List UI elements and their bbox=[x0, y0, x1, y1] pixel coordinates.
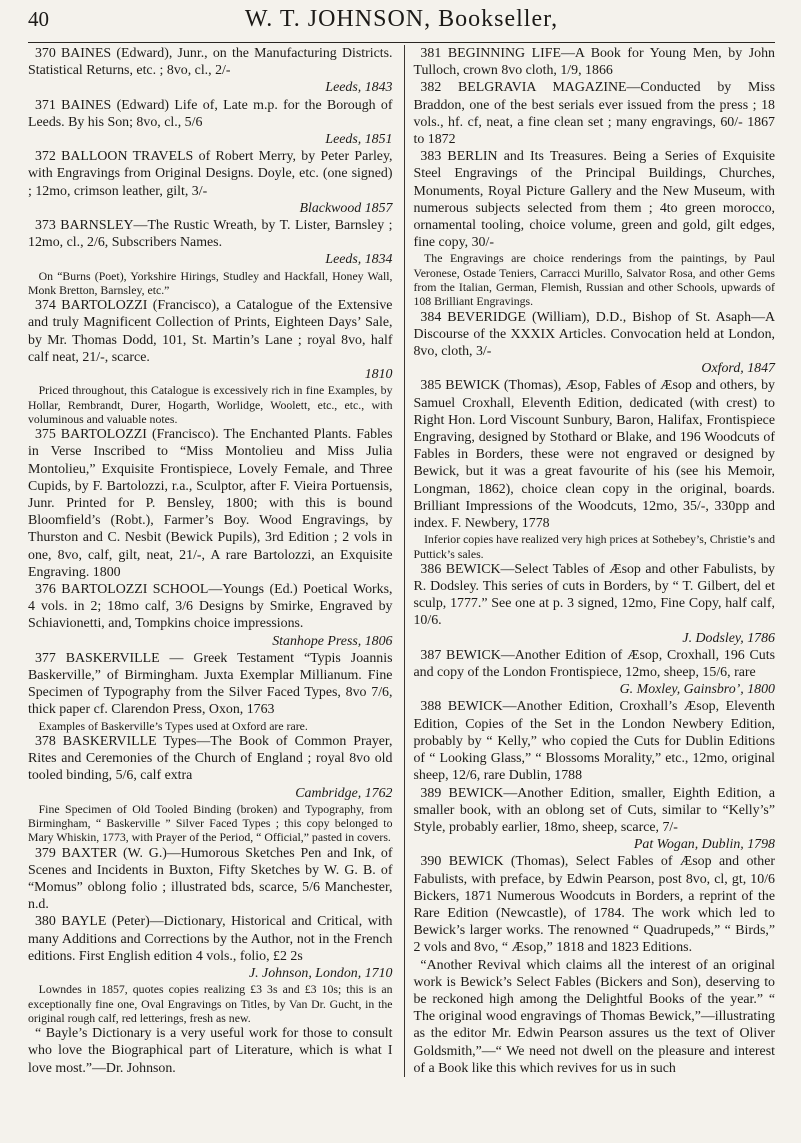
catalogue-entry bbox=[413, 377, 775, 532]
header-rule bbox=[28, 42, 775, 43]
catalogue-entry bbox=[28, 297, 392, 383]
catalogue-entry bbox=[413, 148, 775, 251]
catalogue-entry bbox=[28, 97, 392, 149]
entry-imprint: Stanhope Press, 1806 bbox=[272, 633, 393, 649]
entry-text: 381 BEGINNING LIFE—A Book for Young Men, by John Tulloch, crown 8vo cloth, 1/9, 1866 bbox=[413, 46, 775, 79]
catalogue-entry bbox=[28, 148, 392, 217]
entry-imprint: Pat Wogan, Dublin, 1798 bbox=[633, 837, 775, 853]
catalogue-note bbox=[413, 532, 775, 561]
entry-text: Lowndes in 1857, quotes copies realizing £3 3s and £3 10s; this is an exceptionally fine one, Oval Engravings on Titles, by Van Dr. Gucht, in the original rough calf, red letterings, fresh as new. bbox=[28, 982, 393, 1025]
catalogue-entry bbox=[28, 733, 392, 802]
catalogue-note bbox=[28, 982, 392, 1025]
catalogue-note bbox=[28, 383, 392, 426]
entry-imprint: Leeds, 1843 bbox=[325, 80, 393, 96]
entry-text: On “Burns (Poet), Yorkshire Hirings, Studley and Hackfall, Honey Wall, Monk Bretton, Barnsley, etc.” bbox=[28, 268, 393, 297]
entry-text: 389 BEWICK—Another Edition, smaller, Eighth Edition, a smaller book, with an oblong set of Cuts, similar to “Kelly’s” Style, probably earlier, 18mo, sheep, scarce, 7/- bbox=[413, 785, 775, 835]
entry-text: 371 BAINES (Edward) Life of, Late m.p. for the Borough of Leeds. By his Son; 8vo, cl., 5/6 bbox=[28, 97, 393, 130]
catalogue-entry bbox=[28, 845, 392, 914]
catalogue-entry bbox=[28, 1025, 392, 1077]
entry-text: 372 BALLOON TRAVELS of Robert Merry, by Peter Parley, with Engravings from Original Designs. Doyle, etc. (one signed) ; 12mo, crimson leather, gilt, 3/- bbox=[28, 149, 393, 199]
entry-text: 379 BAXTER (W. G.)—Humorous Sketches Pen and Ink, of Scenes and Incidents in Buxton, Fifty Sketches by W. G. B. of “Momus” oblong folio ; illustrated bds, scarce, 5/6 Manchester, n.d. bbox=[28, 845, 393, 913]
catalogue-entry bbox=[413, 561, 775, 647]
catalogue-entry bbox=[413, 79, 775, 148]
catalogue-entry bbox=[413, 785, 775, 854]
entry-text: 390 BEWICK (Thomas), Select Fables of Æsop and other Fabulists, with preface, by Edwin Pearson, post 8vo, cl, gt, 10/6 Bickers, 1871 Numerous Woodcuts in Borders, a reprint of the Rare Edition (Newcastle), of 1784. The work which led to Bewick’s larger works. The renowned “ Quadrupeds,” “ Birds,” 2 vols and 8vo, “ Æsop,” 1818 and 1823 Editions. bbox=[413, 854, 775, 956]
catalogue-note bbox=[28, 719, 392, 733]
entry-text: 374 BARTOLOZZI (Francisco), a Catalogue of the Extensive and truly Magnificent Collection of Prints, Eighteen Days’ Sale, by Mr. Thomas Dodd, 101, St. Martin’s Lane ; royal 8vo, half calf neat, 21/-, scarce. bbox=[28, 298, 393, 365]
entry-text: 378 BASKERVILLE Types—The Book of Common Prayer, Rites and Ceremonies of the Church of England ; royal 8vo old tooled binding, 5/6, calf extra bbox=[28, 733, 393, 784]
entry-text: Priced throughout, this Catalogue is excessively rich in fine Examples, by Hollar, Rembrandt, Durer, Hogarth, Worlidge, Woolett, etc., etc., with voluminous and valuable notes. bbox=[28, 383, 393, 426]
entry-imprint: Leeds, 1851 bbox=[325, 132, 393, 148]
catalogue-entry bbox=[413, 698, 775, 784]
catalogue-entry bbox=[28, 650, 392, 719]
catalogue-entry bbox=[28, 45, 392, 97]
entry-text: Examples of Baskerville’s Types used at Oxford are rare. bbox=[38, 718, 308, 733]
entry-imprint: Blackwood 1857 bbox=[299, 200, 393, 216]
catalogue-entry bbox=[28, 913, 392, 982]
entry-imprint: Oxford, 1847 bbox=[701, 361, 775, 377]
entry-imprint: 1810 bbox=[364, 367, 393, 383]
entry-text: The Engravings are choice renderings from the paintings, by Paul Veronese, Ostade Teniers, Carracci Murillo, Salvator Rosa, and other Gems from the Italian, German, Flemish, Russian and other Schools, upwards of 108 Brilliant Engravings. bbox=[413, 251, 775, 309]
entry-text: 388 BEWICK—Another Edition, Croxhall’s Æsop, Eleventh Edition, Copies of the Set in the London Newbery Edition, probably by “ Kelly,” who copied the Cuts for Dublin Editions of “ Looking Glass,” “ Blossoms Morality,” etc., 12mo, original sheep, 12/6, rare Dublin, 1788 bbox=[413, 699, 775, 784]
entry-text: 375 BARTOLOZZI (Francisco). The Enchanted Plants. Fables in Verse Inscribed to “Miss Montolieu and Miss Julia Montolieu,” Exquisite Frontispiece, Lovely Female, and Three Cupids, by F. Bartolozzi, r.a., Sculptor, after F. Vieira Portuensis, Junr. Printed for P. Bensley, 1800; with this is bound Bloomfield’s (Robt.), Farmer’s Boy. Wood Engravings, by Thurston and C. Nesbit (Bewick Pupils), 3rd Edition ; 2 vols in one, 8vo, calf, gilt, neat, 21/-, A rare Bartolozzi, an Exquisite Engraving. 1800 bbox=[28, 427, 393, 580]
entry-text: “Another Revival which claims all the interest of an original work is Bewick’s Select Fables (Bickers and Son), deserving to be reckoned high among the Delightful Books of the year.” “ The original wood engravings of Thomas Bewick,”—illustrating as the editor Mr. Edwin Pearson assures us the text of Oliver Goldsmith,”—“ We need not dwell on the pleasure and interest of a Book like this which revives for us in such bbox=[413, 957, 775, 1076]
entry-text: 383 BERLIN and Its Treasures. Being a Series of Exquisite Steel Engravings of the Principal Buildings, Churches, Monuments, Royal Picture Gallery and the New Museum, with numerous subjects selected from them ; 4to green morocco, ornamental tooling, choice volume, green and gold, gilt edges, fine copy, 30/- bbox=[413, 149, 775, 251]
entry-imprint: J. Johnson, London, 1710 bbox=[248, 966, 393, 982]
catalogue-note bbox=[28, 802, 392, 845]
catalogue-entry bbox=[28, 217, 392, 269]
entry-text: 377 BASKERVILLE — Greek Testament “Typis Joannis Baskerville,” of Birmingham. Juxta Exemplar Millianum. Fine Specimen of Typography from the Silver Faced Types, 8vo 7/6, thick paper cf. Clarendon Press, Oxon, 1763 bbox=[28, 650, 393, 718]
two-column-body bbox=[28, 45, 775, 1077]
right-column bbox=[404, 45, 775, 1077]
entry-text: 382 BELGRAVIA MAGAZINE—Conducted by Miss Braddon, one of the best serials ever issued from the press ; 18 vols., hf. cf, neat, a fine clean set ; many engravings, 60/- 1867 to 1872 bbox=[413, 80, 775, 148]
entry-text: 376 BARTOLOZZI SCHOOL—Youngs (Ed.) Poetical Works, 4 vols. in 2; 18mo calf, 3/6 Designs by Smirke, Engraved by Schiavionetti, and, Tompkins choice impressions. bbox=[28, 581, 393, 632]
catalogue-entry bbox=[413, 647, 775, 699]
entry-text: 380 BAYLE (Peter)—Dictionary, Historical and Critical, with many Additions and Corrections by the Author, not in the French editions. First English edition 4 vols., folio, £2 2s bbox=[28, 914, 393, 964]
entry-text: Inferior copies have realized very high prices at Sothebey’s, Christie’s and Puttick’s sales. bbox=[413, 532, 775, 561]
entry-text: 370 BAINES (Edward), Junr., on the Manufacturing Districts. Statistical Returns, etc. ; 8vo, cl., 2/- bbox=[28, 46, 393, 79]
catalogue-entry bbox=[28, 581, 392, 650]
entry-text: 384 BEVERIDGE (William), D.D., Bishop of St. Asaph—A Discourse of the XXXIX Articles. Convocation held at London, 8vo, cloth, 3/- bbox=[413, 309, 775, 360]
entry-text: 385 BEWICK (Thomas), Æsop, Fables of Æsop and others, by Samuel Croxhall, Eleventh Edition, dedicated (with crest) to Right Hon. Lord Viscount Sunbury, Baron, Halifax, Frontispiece Engraving, designed by Stothard or Blake, and 196 Woodcuts of Fables in Borders, these were not engraved or designed by Bewick, but it was a great favourite of his (see his Memoir, Longman, 1862), choice clean copy in the original, boards. Brilliant Impressions of the Woodcuts, 12mo, 35/-, 330pp and index. F. Newbery, 1778 bbox=[413, 378, 775, 532]
catalogue-entry bbox=[28, 426, 392, 581]
entry-text: 386 BEWICK—Select Tables of Æsop and other Fabulists, by R. Dodsley. This series of cuts in Borders, by “ T. Gilbert, del et sculp, 1777.” See one at p. 3 signed, 12mo, Fine Copy, half calf, 10/6. bbox=[413, 561, 775, 629]
entry-text: 387 BEWICK—Another Edition of Æsop, Croxhall, 196 Cuts and copy of the London Frontispiece, 12mo, sheep, 15/6, rare bbox=[413, 647, 775, 681]
running-head bbox=[28, 6, 775, 40]
page-number: 40 bbox=[28, 7, 49, 31]
catalogue-entry bbox=[413, 957, 775, 1077]
left-column bbox=[28, 45, 392, 1077]
catalogue-entry bbox=[413, 853, 775, 956]
catalogue-entry bbox=[413, 309, 775, 378]
entry-imprint: Leeds, 1834 bbox=[325, 252, 393, 268]
entry-imprint: J. Dodsley, 1786 bbox=[682, 630, 775, 646]
page-title: W. T. JOHNSON, Bookseller, bbox=[244, 6, 559, 32]
entry-imprint: Cambridge, 1762 bbox=[295, 785, 393, 801]
entry-text: Fine Specimen of Old Tooled Binding (broken) and Typography, from Birmingham, “ Baskerville ” Silver Faced Types ; this copy belonged to Mary Whiskin, 1773, with Prayer of the Period, “ Official,” pasted in covers. bbox=[28, 801, 393, 845]
entry-imprint: G. Moxley, Gainsbro’, 1800 bbox=[619, 682, 775, 698]
catalogue-note bbox=[28, 269, 392, 298]
entry-text: “ Bayle’s Dictionary is a very useful work for those to consult who love the Biographical part of Literature, which is what I love most.”—Dr. Johnson. bbox=[28, 1026, 393, 1076]
catalogue-entry bbox=[413, 45, 775, 79]
entry-text: 373 BARNSLEY—The Rustic Wreath, by T. Lister, Barnsley ; 12mo, cl., 2/6, Subscribers Names. bbox=[28, 218, 393, 251]
catalogue-note bbox=[413, 251, 775, 308]
